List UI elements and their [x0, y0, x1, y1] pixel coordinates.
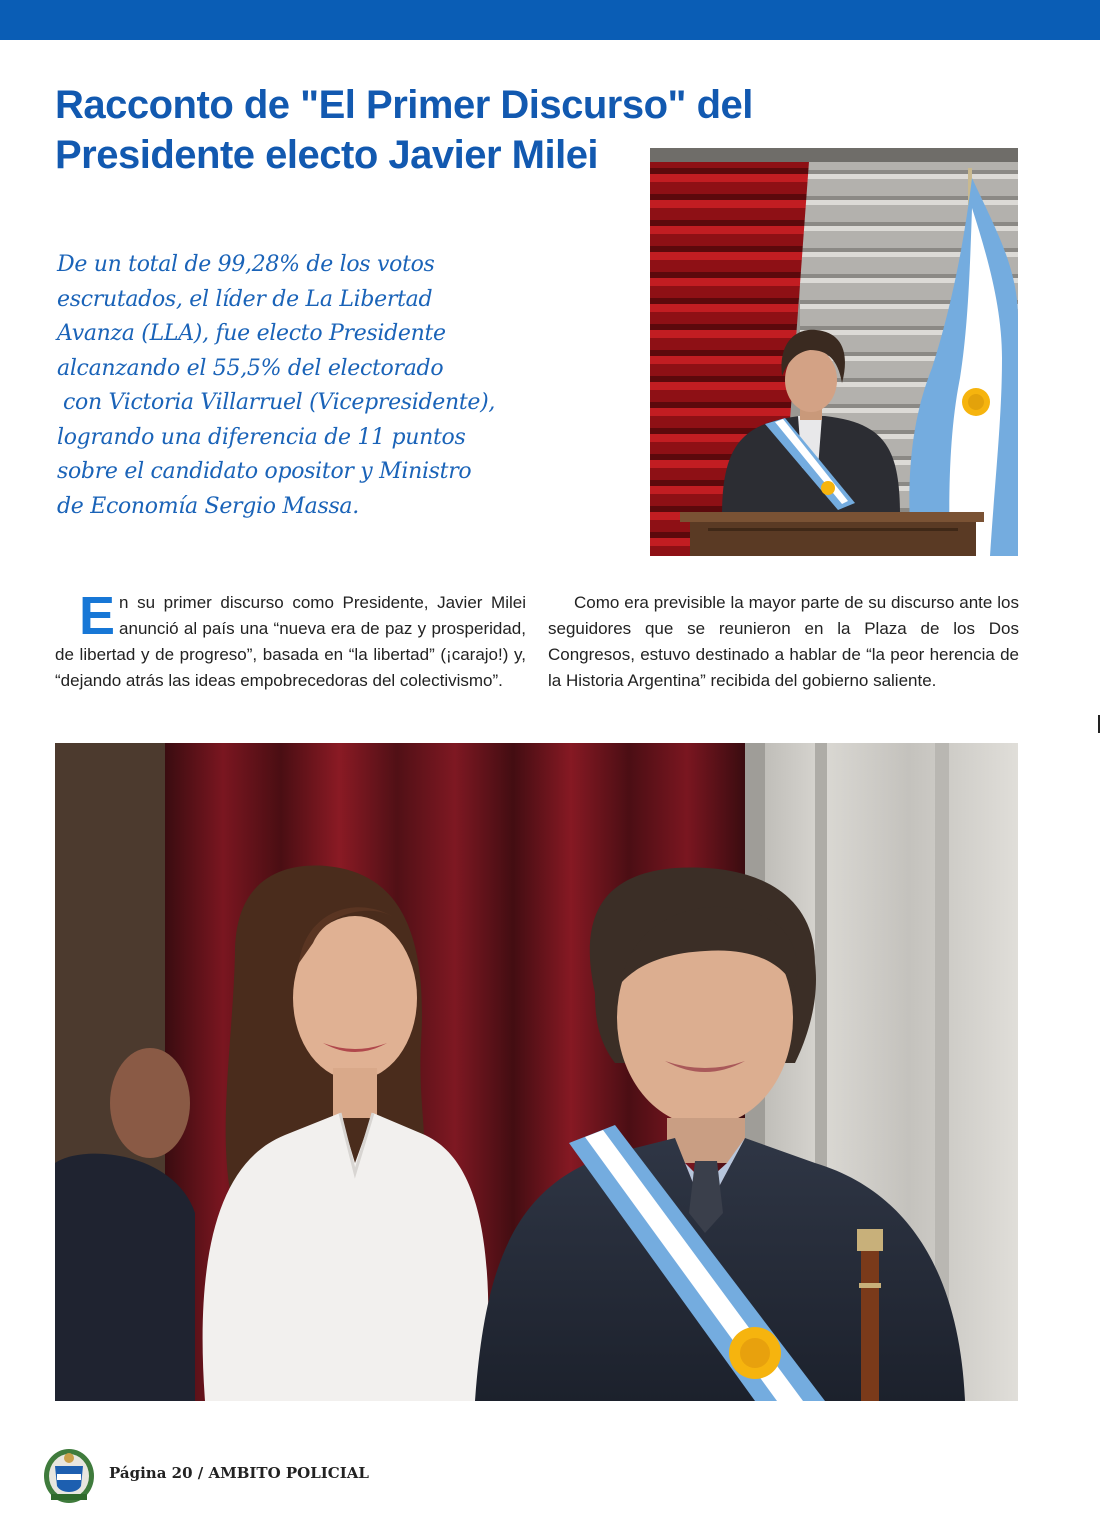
body-text: n su primer discurso como Presidente, Javier Milei anunció al país una “nueva era de paz y prosperidad, de libertad y de progreso”, basada en “la libertad” (¡carajo!) y, “dejando atrás las ideas empobrecedoras del colectivismo”. [55, 593, 526, 690]
publication-name: AMBITO POLICIAL [208, 1464, 369, 1482]
page-number: Página 20 [109, 1464, 193, 1482]
police-crest-icon [43, 1446, 95, 1504]
lead-line: De un total de 99,28% de los votos [57, 252, 435, 277]
body-text: Como era previsible la mayor parte de su discurso ante los seguidores que se reunieron en la Plaza de los Dos Congresos, estuvo destinado a hablar de “la peor herencia de la Historia Argentina” recibida del gobierno saliente. [548, 593, 1019, 690]
drop-cap: E [79, 586, 116, 646]
lead-line: de Economía Sergio Massa. [57, 493, 359, 519]
lead-paragraph [57, 248, 537, 524]
photo-president-and-vice-president [55, 743, 1018, 1401]
lead-line: sobre el candidato opositor y Ministro [57, 459, 472, 484]
footer-separator: / [197, 1464, 204, 1482]
title-line: Presidente electo Javier Milei [55, 133, 599, 177]
title-line: Racconto de "El Primer Discurso" del [55, 83, 753, 127]
page-footer [109, 1464, 369, 1482]
photo-podium-speech [650, 148, 1018, 556]
lead-line: con Victoria Villarruel (Vicepresidente), [63, 390, 496, 415]
lead-line: alcanzando el 55,5% del electorado [57, 355, 444, 381]
body-column-right [548, 590, 1019, 694]
top-color-band [0, 0, 1100, 40]
lead-line: Avanza (LLA), fue electo Presidente [57, 321, 446, 346]
lead-line: logrando una diferencia de 11 puntos [57, 424, 466, 450]
body-column-left [55, 586, 526, 694]
lead-line: escrutados, el líder de La Libertad [57, 286, 433, 312]
